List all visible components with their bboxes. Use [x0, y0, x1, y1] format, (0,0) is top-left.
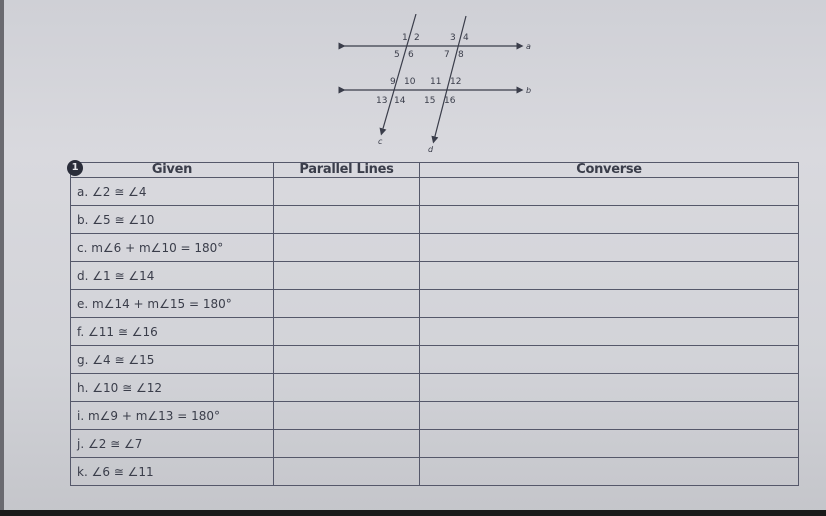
angle-label-12: 12 [450, 77, 462, 87]
given-cell: g. ∠4 ≅ ∠15 [71, 346, 274, 374]
table-row [71, 430, 799, 458]
converse-answer-cell[interactable] [420, 262, 799, 290]
line-label-a: a [526, 42, 531, 51]
angle-label-13: 13 [376, 96, 388, 106]
line-c [382, 14, 416, 132]
worksheet-table [70, 162, 799, 486]
given-cell: h. ∠10 ≅ ∠12 [71, 374, 274, 402]
photo-frame-bottom [0, 510, 826, 516]
given-cell: k. ∠6 ≅ ∠11 [71, 458, 274, 486]
table-row [71, 234, 799, 262]
angle-label-1: 1 [402, 33, 408, 43]
given-cell: d. ∠1 ≅ ∠14 [71, 262, 274, 290]
converse-answer-cell[interactable] [420, 374, 799, 402]
given-cell: j. ∠2 ≅ ∠7 [71, 430, 274, 458]
parallel-lines-answer-cell[interactable] [274, 346, 420, 374]
parallel-lines-answer-cell[interactable] [274, 290, 420, 318]
table-row [71, 318, 799, 346]
parallel-lines-diagram [330, 14, 560, 154]
table-row [71, 178, 799, 206]
parallel-lines-answer-cell[interactable] [274, 374, 420, 402]
given-cell: a. ∠2 ≅ ∠4 [71, 178, 274, 206]
angle-label-2: 2 [414, 33, 420, 43]
line-label-b: b [526, 86, 532, 95]
table-row [71, 374, 799, 402]
given-cell: c. m∠6 + m∠10 = 180° [71, 234, 274, 262]
angle-label-14: 14 [394, 96, 406, 106]
angle-label-11: 11 [430, 77, 442, 87]
angle-label-7: 7 [444, 50, 450, 60]
header-given-label: Given [151, 162, 193, 177]
converse-answer-cell[interactable] [420, 178, 799, 206]
angle-label-4: 4 [463, 33, 469, 43]
angle-label-8: 8 [458, 50, 464, 60]
converse-answer-cell[interactable] [420, 234, 799, 262]
parallel-lines-answer-cell[interactable] [274, 318, 420, 346]
converse-answer-cell[interactable] [420, 430, 799, 458]
angle-label-15: 15 [424, 96, 436, 106]
converse-answer-cell[interactable] [420, 206, 799, 234]
table-row [71, 262, 799, 290]
header-given [71, 163, 274, 178]
table-row [71, 458, 799, 486]
angle-label-16: 16 [444, 96, 456, 106]
table-row [71, 402, 799, 430]
given-cell: i. m∠9 + m∠13 = 180° [71, 402, 274, 430]
table-row [71, 290, 799, 318]
line-label-d: d [428, 145, 434, 154]
given-cell: f. ∠11 ≅ ∠16 [71, 318, 274, 346]
parallel-lines-answer-cell[interactable] [274, 402, 420, 430]
photo-frame-edge [0, 0, 4, 516]
angle-label-5: 5 [394, 50, 400, 60]
table-row [71, 206, 799, 234]
converse-answer-cell[interactable] [420, 458, 799, 486]
problem-number-badge: 1 [67, 160, 83, 176]
parallel-lines-answer-cell[interactable] [274, 178, 420, 206]
parallel-lines-answer-cell[interactable] [274, 262, 420, 290]
parallel-lines-answer-cell[interactable] [274, 458, 420, 486]
angle-label-6: 6 [408, 50, 414, 60]
angle-label-9: 9 [390, 77, 396, 87]
parallel-lines-answer-cell[interactable] [274, 430, 420, 458]
angle-label-3: 3 [450, 33, 456, 43]
header-converse: Converse [420, 163, 799, 178]
converse-answer-cell[interactable] [420, 402, 799, 430]
given-cell: e. m∠14 + m∠15 = 180° [71, 290, 274, 318]
parallel-lines-answer-cell[interactable] [274, 206, 420, 234]
table-row [71, 346, 799, 374]
parallel-lines-answer-cell[interactable] [274, 234, 420, 262]
converse-answer-cell[interactable] [420, 290, 799, 318]
converse-answer-cell[interactable] [420, 346, 799, 374]
angle-label-10: 10 [404, 77, 416, 87]
header-row [71, 163, 799, 178]
header-parallel-lines: Parallel Lines [274, 163, 420, 178]
converse-answer-cell[interactable] [420, 318, 799, 346]
line-label-c: c [378, 137, 383, 146]
given-cell: b. ∠5 ≅ ∠10 [71, 206, 274, 234]
